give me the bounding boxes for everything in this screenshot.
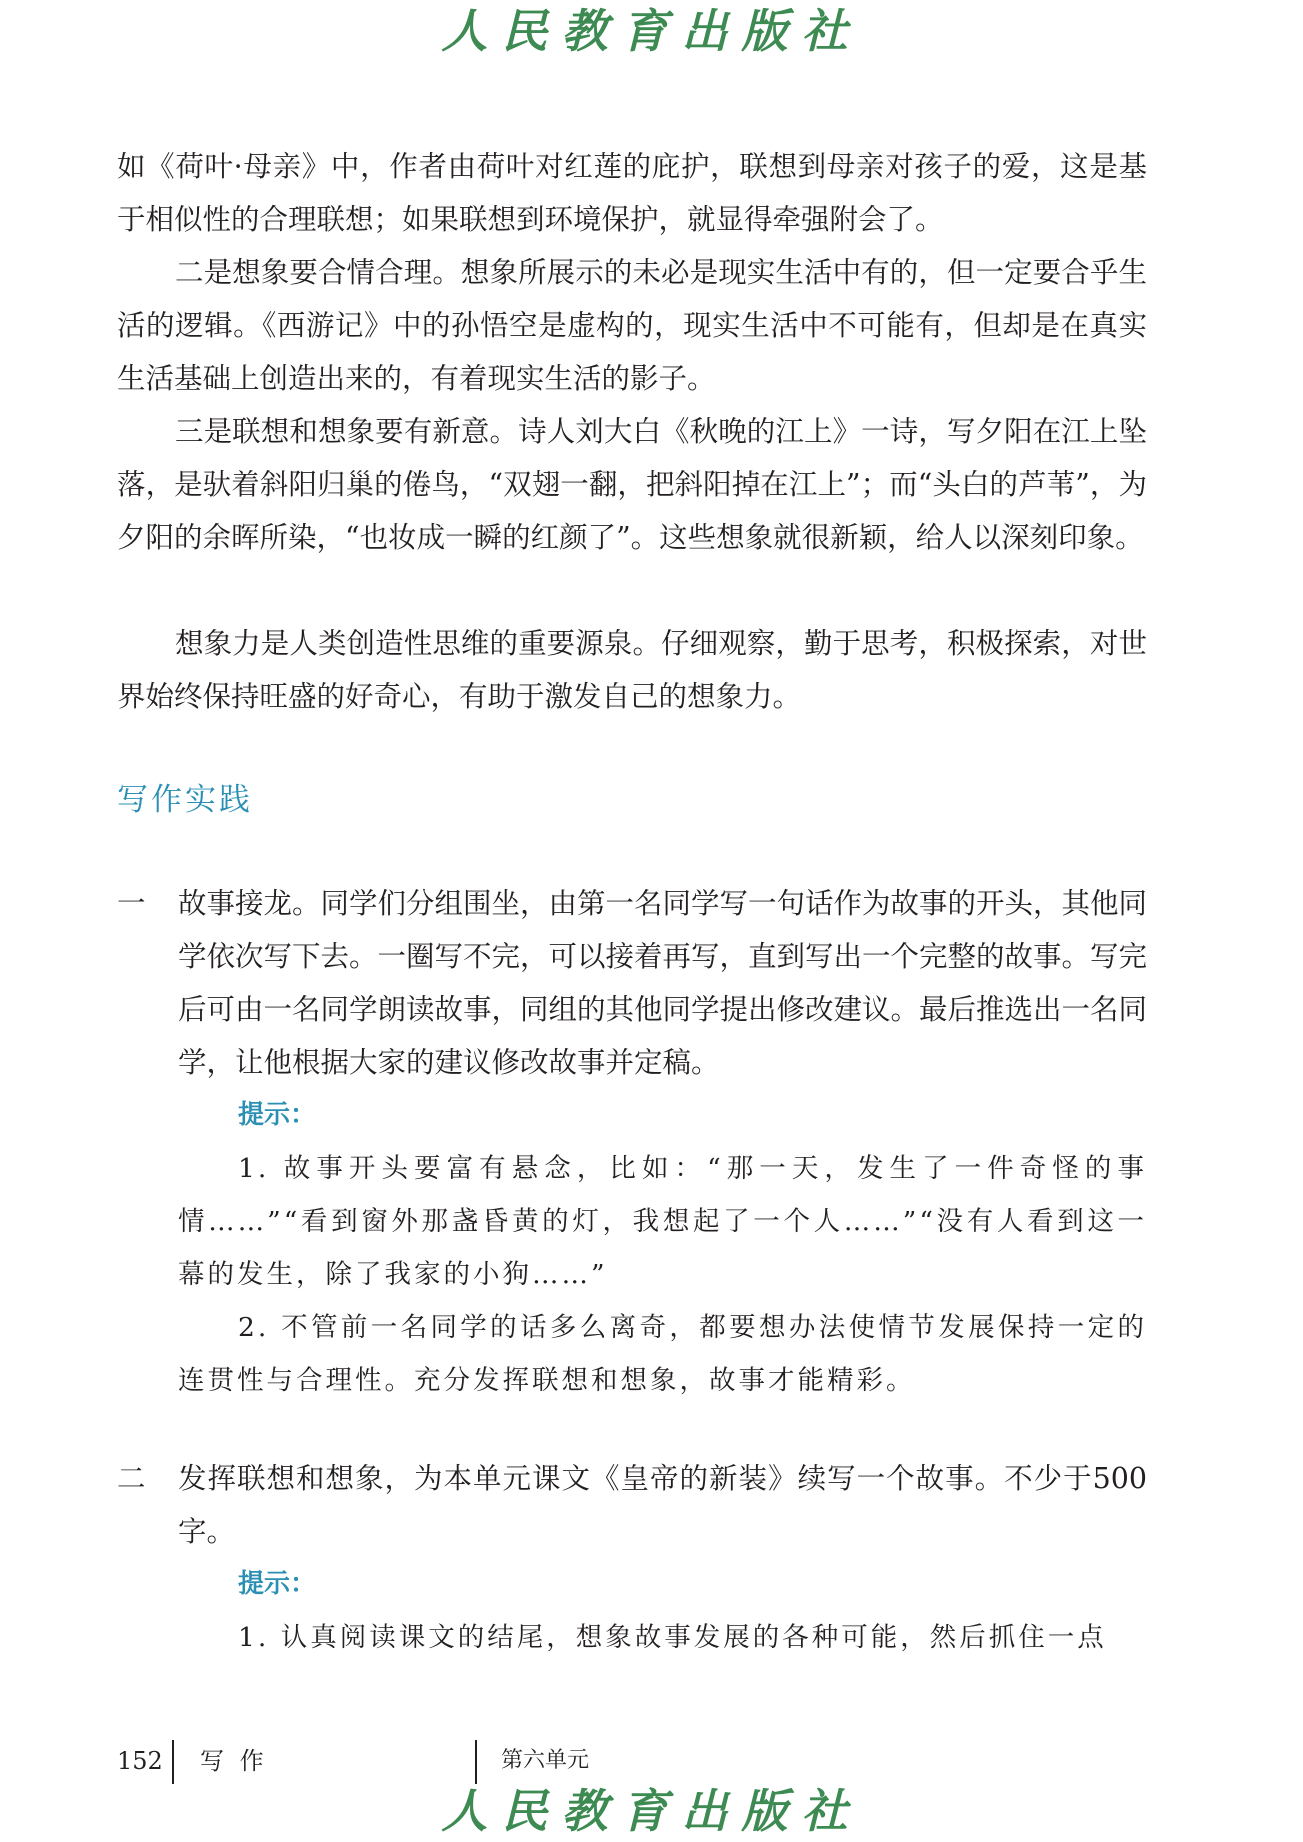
page-number: 152 bbox=[117, 1747, 163, 1775]
tip-text: 1. 故事开头要富有悬念，比如：“那一天，发生了一件奇怪的事情……”“看到窗外那盏昏黄的灯，我想起了一个人……”“没有人看到这一幕的发生，除了我家的小狗……” bbox=[178, 1153, 1147, 1290]
footer-unit: 第六单元 bbox=[501, 1748, 590, 1773]
tip-text: 2. 不管前一名同学的话多么离奇，都要想办法使情节发展保持一定的连贯性与合理性。充分发挥联想和想象，故事才能精彩。 bbox=[178, 1312, 1147, 1396]
task-number: 一 bbox=[117, 887, 146, 920]
task-number: 二 bbox=[117, 1462, 146, 1495]
publisher-logo-top: 人民教育出版社 bbox=[441, 4, 862, 58]
tip-label: 提示： bbox=[238, 1100, 317, 1130]
task-text: 发挥联想和想象，为本单元课文《皇帝的新装》续写一个故事。不少于500字。 bbox=[178, 1462, 1147, 1548]
section-heading: 写作实践 bbox=[117, 782, 253, 818]
publisher-logo-bottom: 人民教育出版社 bbox=[441, 1784, 862, 1838]
body-paragraph: 如《荷叶·母亲》中，作者由荷叶对红莲的庇护，联想到母亲对孩子的爱，这是基于相似性的合理联想；如果联想到环境保护，就显得牵强附会了。 bbox=[117, 150, 1147, 236]
task-text: 故事接龙。同学们分组围坐，由第一名同学写一句话作为故事的开头，其他同学依次写下去。一圈写不完，可以接着再写，直到写出一个完整的故事。写完后可由一名同学朗读故事，同组的其他同学提出修改建议。最后推选出一名同学，让他根据大家的建议修改故事并定稿。 bbox=[178, 887, 1148, 1079]
footer-divider bbox=[475, 1740, 477, 1784]
footer-section: 写 作 bbox=[200, 1747, 268, 1775]
tip-text: 1. 认真阅读课文的结尾，想象故事发展的各种可能，然后抓住一点 bbox=[238, 1622, 1107, 1653]
body-paragraph: 想象力是人类创造性思维的重要源泉。仔细观察，勤于思考，积极探索，对世界始终保持旺盛的好奇心，有助于激发自己的想象力。 bbox=[117, 627, 1147, 713]
tip-label: 提示： bbox=[238, 1569, 317, 1599]
body-paragraph: 二是想象要合情合理。想象所展示的未必是现实生活中有的，但一定要合乎生活的逻辑。《西游记》中的孙悟空是虚构的，现实生活中不可能有，但却是在真实生活基础上创造出来的，有着现实生活的影子。 bbox=[117, 256, 1147, 395]
footer-divider bbox=[172, 1740, 174, 1784]
body-paragraph: 三是联想和想象要有新意。诗人刘大白《秋晚的江上》一诗，写夕阳在江上坠落，是驮着斜阳归巢的倦鸟，“双翅一翻，把斜阳掉在江上”；而“头白的芦苇”，为夕阳的余晖所染，“也妆成一瞬的红颜了”。这些想象就很新颖，给人以深刻印象。 bbox=[117, 415, 1147, 554]
